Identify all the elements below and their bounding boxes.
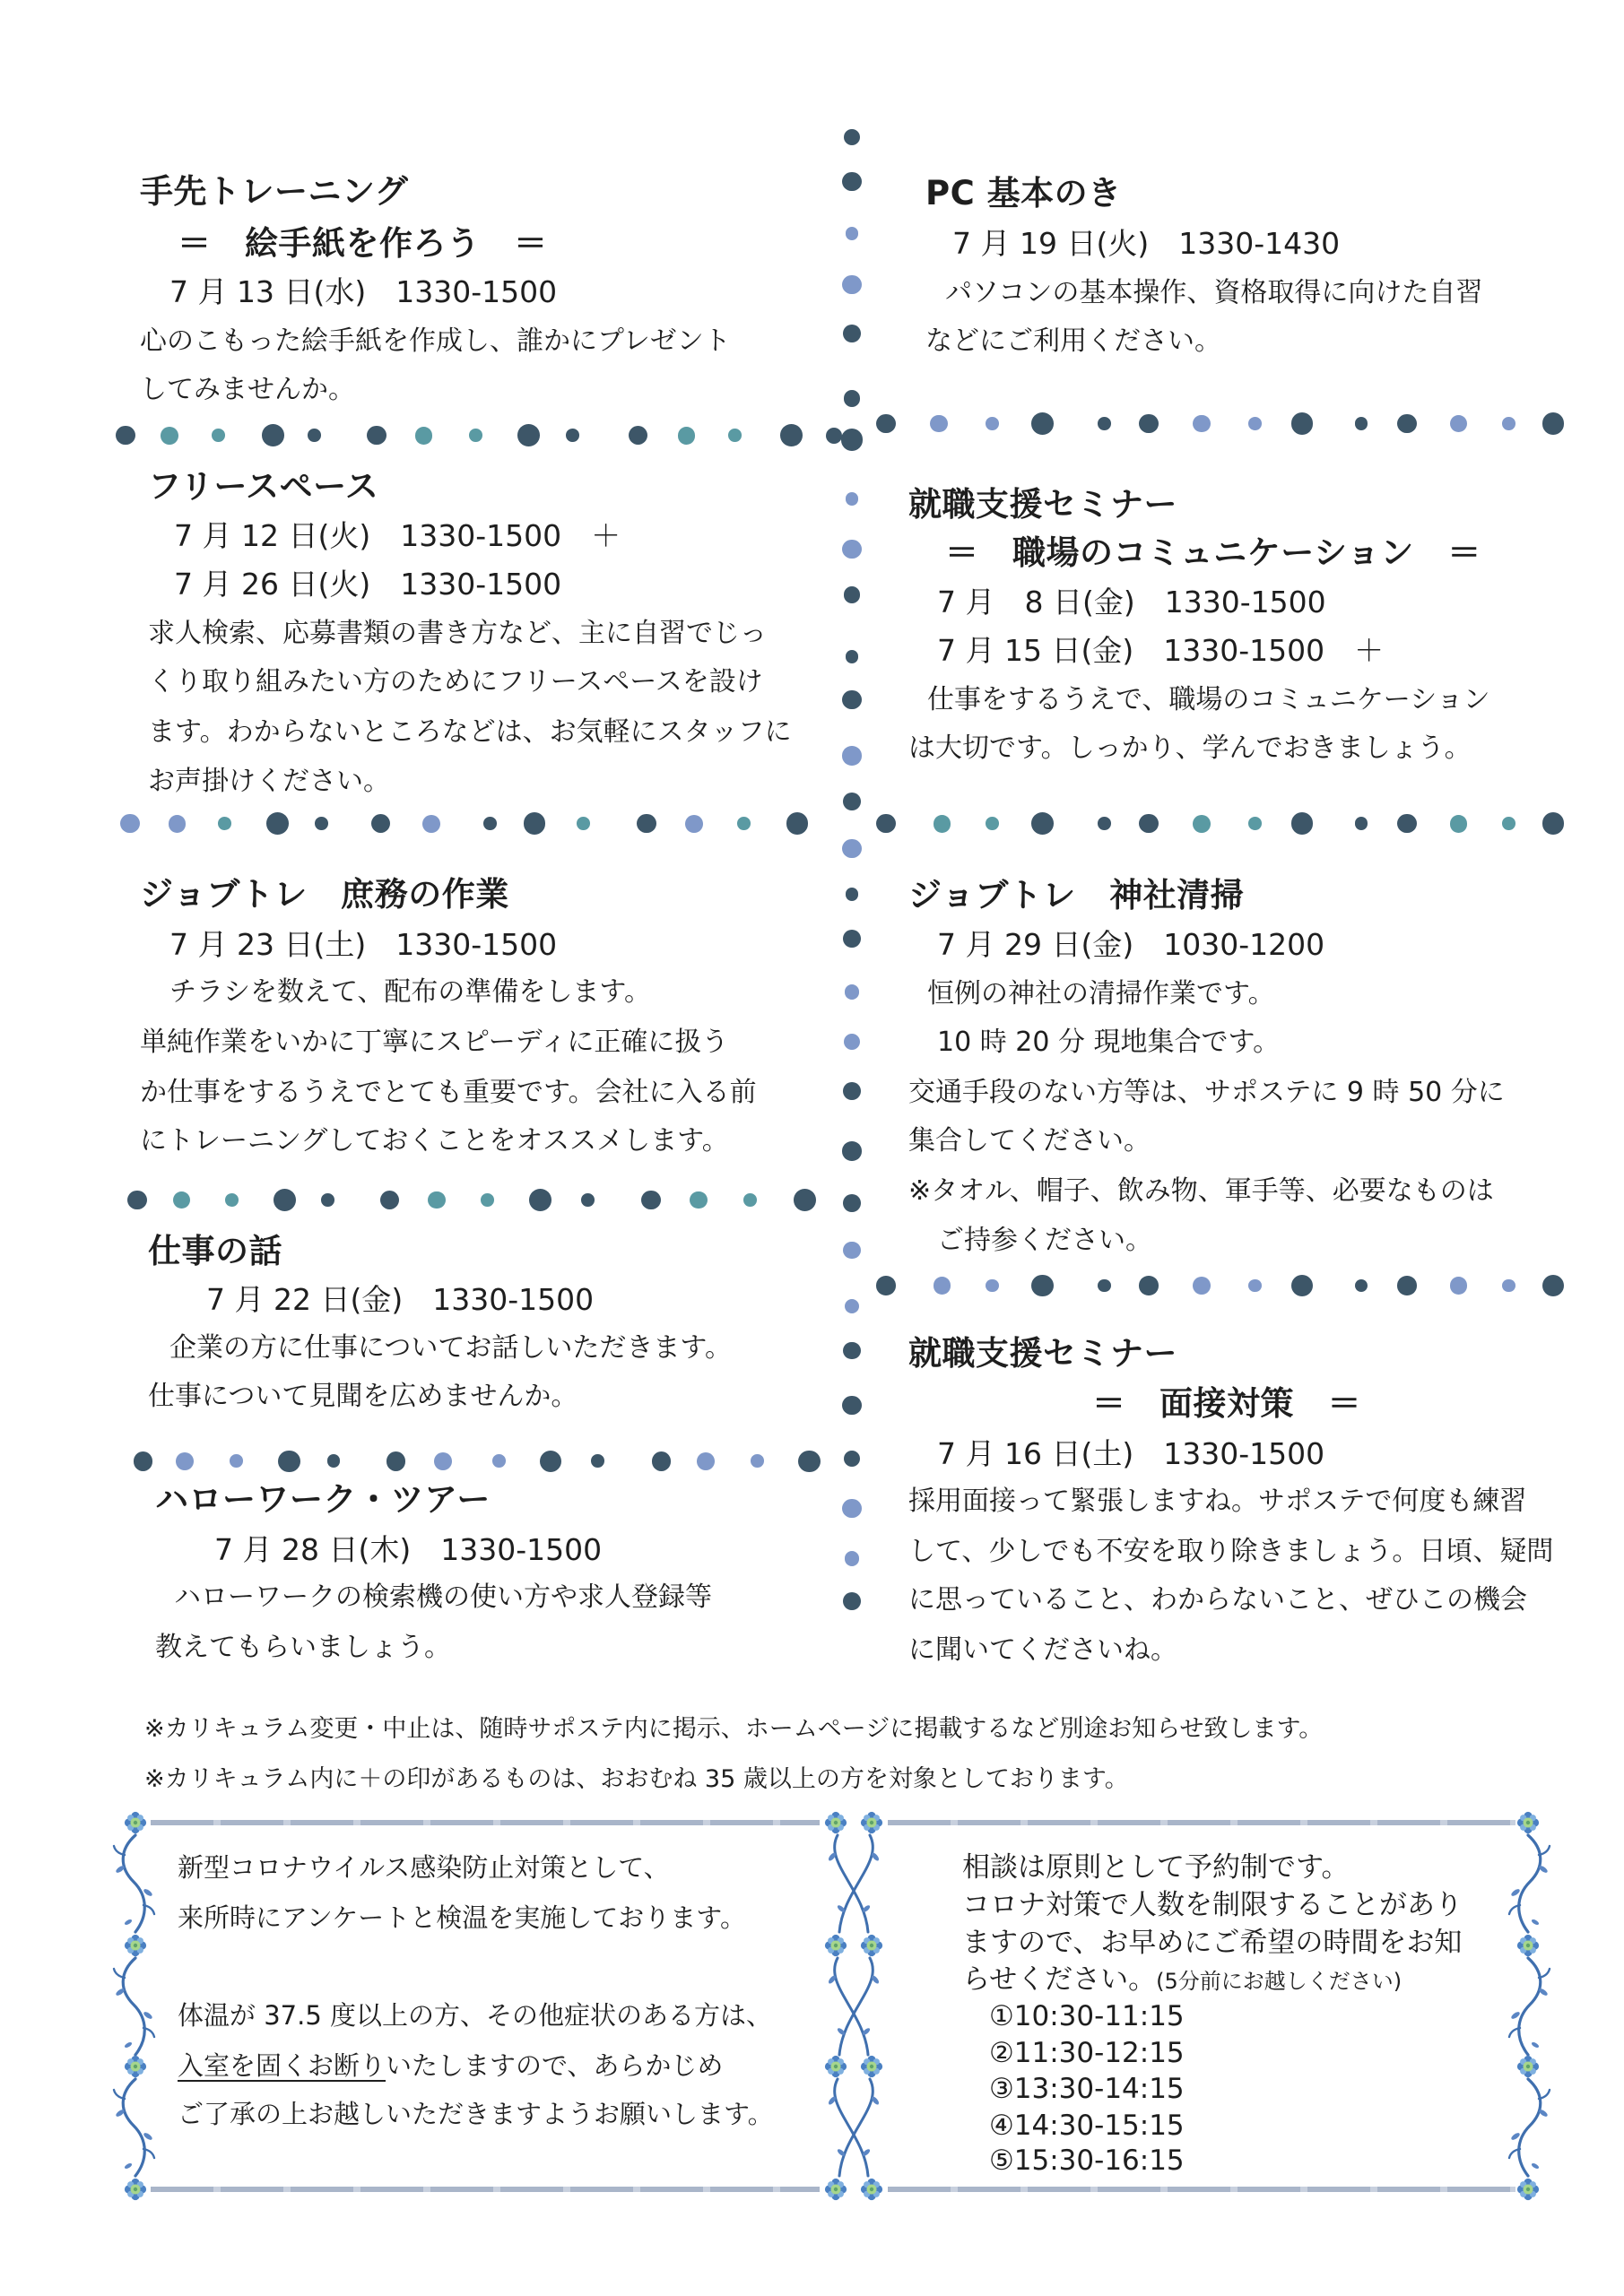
column-divider-dot	[846, 227, 859, 240]
flower-ornament	[861, 2056, 882, 2077]
divider-dot	[786, 812, 809, 835]
section-title: ハローワーク・ツアー	[155, 1480, 491, 1519]
section-title: 仕事の話	[148, 1232, 282, 1270]
session-date: 7 月 15 日(金) 1330-1500 ＋	[937, 633, 1385, 668]
divider-dot	[1098, 417, 1111, 430]
section-body-line: ※タオル、帽子、飲み物、軍手等、必要なものは	[908, 1175, 1494, 1207]
column-divider-dot	[842, 1499, 861, 1518]
column-divider-dot	[842, 1396, 861, 1415]
divider-dot	[169, 815, 187, 833]
divider-dot	[751, 1454, 764, 1468]
session-date: 7 月 13 日(水) 1330-1500	[169, 274, 558, 309]
section-subtitle: ＝ 面接対策 ＝	[1092, 1384, 1361, 1423]
column-divider-dot	[845, 984, 859, 999]
section-body-line: 仕事をするうえで、職場のコミュニケーション	[927, 684, 1490, 715]
divider-dot	[1031, 1275, 1054, 1297]
column-divider-dot	[844, 129, 860, 145]
time-slot: ②11:30-12:15	[989, 2037, 1185, 2069]
flower-ornament	[1517, 1935, 1539, 1956]
divider-dot	[1291, 1275, 1314, 1297]
divider-dot	[1355, 1279, 1368, 1293]
divider-dot	[1248, 417, 1262, 430]
section-title: ジョブトレ 神社清掃	[908, 876, 1245, 914]
vine-ornament	[114, 1958, 154, 2055]
reservation-line	[962, 1963, 1402, 1997]
divider-dot	[262, 424, 284, 446]
covid-line: ご了承の上お越しいただきますようお願いします。	[178, 2099, 774, 2129]
divider-dot	[492, 1454, 506, 1468]
divider-dot	[367, 426, 386, 445]
covid-line: 新型コロナウイルス感染防止対策として、	[178, 1852, 670, 1883]
section-subtitle: ＝ 絵手紙を作ろう ＝	[178, 224, 548, 263]
divider-dot	[434, 1452, 452, 1470]
vine-ornament	[827, 1958, 880, 2055]
divider-dot	[1355, 417, 1368, 430]
divider-dot	[1139, 414, 1158, 433]
divider-dot	[1542, 1275, 1565, 1297]
divider-dot	[308, 429, 321, 442]
section-body-line: パソコンの基本操作、資格取得に向けた自習	[945, 277, 1483, 308]
divider-dot	[212, 429, 225, 442]
section-body-line: は大切です。しっかり、学んでおきましょう。	[908, 732, 1472, 764]
divider-dot	[315, 817, 328, 830]
flower-ornament	[125, 1935, 146, 1956]
divider-dot	[483, 817, 497, 830]
column-divider-dot	[844, 586, 860, 602]
divider-dot	[176, 1452, 194, 1470]
divider-dot	[794, 1189, 816, 1211]
section-title: ジョブトレ 庶務の作業	[140, 875, 509, 914]
divider-dot	[422, 815, 440, 833]
divider-dot	[986, 1279, 999, 1293]
section-body-line: などにご利用ください。	[925, 325, 1221, 357]
flower-ornament	[1517, 2179, 1539, 2200]
refusal-rest: いたしますので、あらかじめ	[386, 2050, 724, 2081]
divider-dot	[1397, 414, 1416, 433]
divider-dot	[581, 1193, 595, 1207]
section-body-line: して、少しでも不安を取り除きましょう。日頃、疑問	[908, 1536, 1554, 1567]
divider-dot	[1031, 412, 1054, 435]
divider-dot	[1542, 812, 1565, 835]
covid-refusal-line	[178, 2050, 723, 2082]
time-slot: ⑤15:30-16:15	[989, 2144, 1185, 2177]
divider-dot	[986, 417, 999, 430]
ornament-border-center	[818, 1809, 890, 2204]
column-divider-dot	[843, 1342, 861, 1360]
flower-ornament	[861, 1812, 882, 1833]
divider-dot	[321, 1193, 334, 1207]
section-body-line: か仕事をするうえでとても重要です。会社に入る前	[140, 1077, 757, 1108]
column-divider-dot	[844, 390, 860, 406]
section-body-line: チラシを数えて、配布の準備をします。	[169, 976, 651, 1008]
divider-dot	[134, 1451, 152, 1470]
column-divider-dot	[842, 172, 861, 191]
divider-dot	[697, 1452, 715, 1470]
divider-dot	[934, 1277, 951, 1295]
arrival-note: (5分前にお越しください)	[1156, 1969, 1403, 1994]
column-divider-dot	[844, 1451, 860, 1467]
divider-dot	[934, 815, 951, 833]
divider-dot	[481, 1193, 494, 1207]
divider-dot	[415, 427, 433, 445]
column-divider-dot	[843, 1082, 861, 1100]
divider-dot	[1450, 1277, 1468, 1295]
section-title: 就職支援セミナー	[908, 1334, 1177, 1373]
section-body-line: に聞いてくださいね。	[908, 1634, 1177, 1666]
divider-dot	[1098, 1279, 1111, 1293]
divider-dot	[566, 429, 579, 442]
section-body-line: にトレーニングしておくことをオススメします。	[140, 1125, 729, 1157]
divider-dot	[266, 812, 289, 835]
section-title: 手先トレーニング	[140, 172, 409, 211]
divider-dot	[1098, 817, 1111, 830]
divider-dot	[1355, 817, 1368, 830]
session-date: 7 月 28 日(木) 1330-1500	[214, 1532, 603, 1567]
column-divider-dot	[846, 888, 859, 901]
vine-ornament	[827, 2079, 880, 2176]
column-divider-dot	[843, 793, 861, 810]
section-body-line: お声掛けください。	[148, 766, 390, 797]
column-divider-dot	[842, 690, 861, 709]
section-body-line: してみませんか。	[140, 374, 355, 405]
section-body-line: 10 時 20 分 現地集合です。	[937, 1027, 1281, 1058]
reservation-line-text: らせください。	[962, 1963, 1157, 1996]
vine-ornament	[1509, 1958, 1550, 2055]
divider-dot	[780, 424, 803, 446]
flower-ornament	[125, 2056, 146, 2077]
divider-dot	[690, 1191, 708, 1209]
divider-dot	[577, 817, 590, 830]
divider-dot	[469, 429, 482, 442]
divider-dot	[737, 817, 751, 830]
section-title: フリースペース	[148, 467, 379, 506]
divider-dot	[876, 1276, 895, 1295]
divider-dot	[1502, 417, 1515, 430]
section-body-line: ご持参ください。	[937, 1225, 1152, 1256]
column-divider-dot	[843, 1592, 861, 1610]
time-slot: ③13:30-14:15	[989, 2073, 1185, 2105]
divider-dot	[161, 427, 178, 445]
vine-ornament	[1509, 2079, 1550, 2176]
section-body-line: 交通手段のない方等は、サポステに 9 時 50 分に	[908, 1077, 1505, 1108]
section-title: 就職支援セミナー	[908, 485, 1177, 524]
divider-dot	[641, 1191, 660, 1209]
column-divider-dot	[842, 746, 861, 765]
box-border-bottom-right	[888, 2187, 1515, 2192]
divider-dot	[1031, 812, 1054, 835]
section-body-line: 企業の方に仕事についてお話しいただきます。	[169, 1332, 732, 1364]
session-date: 7 月 8 日(金) 1330-1500	[937, 585, 1326, 619]
time-slot: ①10:30-11:15	[989, 2000, 1185, 2032]
flower-ornament	[1517, 1812, 1539, 1833]
divider-dot	[1450, 815, 1468, 833]
divider-dot	[1193, 815, 1211, 833]
divider-dot	[1248, 1279, 1262, 1293]
flower-ornament	[861, 2179, 882, 2200]
session-date: 7 月 26 日(火) 1330-1500	[174, 567, 562, 602]
flower-ornament	[825, 1812, 847, 1833]
divider-dot	[127, 1191, 146, 1209]
age-target-note: ※カリキュラム内に＋の印があるものは、おおむね 35 歳以上の方を対象としております。	[144, 1765, 1129, 1793]
divider-dot	[386, 1451, 405, 1470]
curriculum-change-note: ※カリキュラム変更・中止は、随時サポステ内に掲示、ホームページに掲載するなど別途お知らせ致します。	[144, 1715, 1324, 1743]
divider-dot	[930, 415, 948, 433]
column-divider-dot	[846, 650, 859, 663]
divider-dot	[1248, 817, 1262, 830]
divider-dot	[1502, 1279, 1515, 1293]
section-body-line: ハローワークの検索機の使い方や求人登録等	[174, 1581, 712, 1613]
divider-dot	[540, 1451, 562, 1473]
divider-dot	[1193, 1277, 1211, 1295]
section-body-line: 採用面接って緊張しますね。サポステで何度も練習	[908, 1486, 1527, 1517]
column-divider-dot	[842, 1141, 861, 1160]
session-date: 7 月 12 日(火) 1330-1500 ＋	[174, 518, 621, 553]
section-body-line: 単純作業をいかに丁寧にスピーディに正確に扱う	[140, 1027, 729, 1058]
column-divider-dot	[842, 540, 861, 559]
divider-dot	[274, 1189, 296, 1211]
divider-dot	[986, 817, 999, 830]
divider-dot	[728, 429, 742, 442]
divider-dot	[230, 1454, 243, 1468]
divider-dot	[1193, 415, 1211, 433]
divider-dot	[685, 815, 703, 833]
vine-ornament	[1509, 1835, 1550, 1932]
covid-line: 来所時にアンケートと検温を実施しております。	[178, 1902, 746, 1933]
divider-dot	[1542, 412, 1565, 435]
flower-ornament	[125, 2179, 146, 2200]
divider-dot	[1291, 812, 1314, 835]
session-date: 7 月 16 日(土) 1330-1500	[937, 1436, 1325, 1471]
divider-dot	[1139, 814, 1158, 833]
divider-dot	[678, 427, 696, 445]
divider-dot	[1502, 817, 1515, 830]
section-body-line: ます。わからないところなどは、お気軽にスタッフに	[148, 716, 792, 748]
column-divider-dot	[841, 429, 864, 451]
flower-ornament	[1517, 2056, 1539, 2077]
flower-ornament	[125, 1812, 146, 1833]
divider-dot	[524, 812, 546, 835]
reservation-line: 相談は原則として予約制です。	[962, 1851, 1350, 1884]
column-divider-dot	[846, 492, 859, 506]
divider-dot	[826, 428, 842, 444]
time-slot: ④14:30-15:15	[989, 2110, 1185, 2142]
flower-ornament	[825, 1935, 847, 1956]
ornament-border-right	[1506, 1809, 1550, 2204]
divider-dot	[529, 1189, 551, 1211]
session-date: 7 月 29 日(金) 1030-1200	[937, 927, 1325, 962]
divider-dot	[327, 1454, 341, 1468]
divider-dot	[876, 814, 895, 833]
section-body-line: 恒例の神社の清掃作業です。	[927, 978, 1275, 1009]
section-body-line: に思っていること、わからないこと、ぜひこの機会	[908, 1584, 1527, 1616]
divider-dot	[517, 424, 540, 446]
box-border-top-left	[151, 1820, 820, 1825]
divider-dot	[1291, 412, 1314, 435]
covid-line: 体温が 37.5 度以上の方、その他症状のある方は、	[178, 2000, 773, 2031]
reservation-line: コロナ対策で人数を制限することがあり	[962, 1889, 1463, 1921]
column-divider-dot	[845, 1299, 859, 1313]
divider-dot	[1397, 814, 1416, 833]
vine-ornament	[114, 2079, 154, 2176]
session-date: 7 月 23 日(土) 1330-1500	[169, 927, 558, 962]
divider-dot	[116, 426, 135, 445]
divider-dot	[428, 1191, 446, 1209]
column-divider-dot	[843, 1242, 861, 1260]
column-divider-dot	[844, 1034, 860, 1050]
divider-dot	[380, 1191, 399, 1209]
divider-dot	[1450, 415, 1468, 433]
divider-dot	[637, 814, 656, 833]
section-body-line: 求人検索、応募書類の書き方など、主に自習でじっ	[148, 618, 767, 649]
ornament-border-left	[113, 1809, 158, 2204]
flower-ornament	[861, 1935, 882, 1956]
section-body-line: 心のこもった絵手紙を作成し、誰かにプレゼント	[140, 325, 731, 357]
section-body-line: 仕事について見聞を広めませんか。	[148, 1381, 578, 1412]
flower-ornament	[825, 2179, 847, 2200]
session-date: 7 月 22 日(金) 1330-1500	[206, 1282, 595, 1317]
divider-dot	[278, 1451, 300, 1473]
section-body-line: 集合してください。	[908, 1125, 1151, 1157]
divider-dot	[1397, 1276, 1416, 1295]
column-divider-dot	[845, 1551, 859, 1565]
section-title: PC 基本のき	[925, 174, 1122, 212]
divider-dot	[218, 817, 231, 830]
divider-dot	[652, 1451, 671, 1470]
column-divider-dot	[843, 325, 861, 342]
session-date: 7 月 19 日(火) 1330-1430	[952, 226, 1341, 261]
column-divider-dot	[842, 839, 861, 858]
box-border-top-right	[888, 1820, 1515, 1825]
refusal-emphasis: 入室を固くお断り	[178, 2050, 386, 2081]
divider-dot	[225, 1193, 239, 1207]
box-border-bottom-left	[151, 2187, 820, 2192]
divider-dot	[876, 414, 895, 433]
flower-ornament	[825, 2056, 847, 2077]
divider-dot	[1139, 1276, 1158, 1295]
divider-dot	[743, 1193, 757, 1207]
divider-dot	[173, 1191, 191, 1209]
vine-ornament	[827, 1835, 880, 1932]
divider-dot	[371, 814, 390, 833]
column-divider-dot	[843, 1194, 861, 1212]
vine-ornament	[114, 1835, 154, 1932]
divider-dot	[591, 1454, 604, 1468]
divider-dot	[629, 426, 647, 445]
column-divider-dot	[842, 275, 861, 294]
section-body-line: くり取り組みたい方のためにフリースペースを設け	[148, 666, 763, 697]
divider-dot	[120, 814, 139, 833]
divider-dot	[798, 1451, 821, 1473]
reservation-line: ますので、お早めにご希望の時間をお知	[962, 1927, 1463, 1959]
section-subtitle: ＝ 職場のコミュニケーション ＝	[945, 533, 1481, 572]
section-body-line: 教えてもらいましょう。	[155, 1632, 451, 1663]
column-divider-dot	[843, 930, 861, 948]
